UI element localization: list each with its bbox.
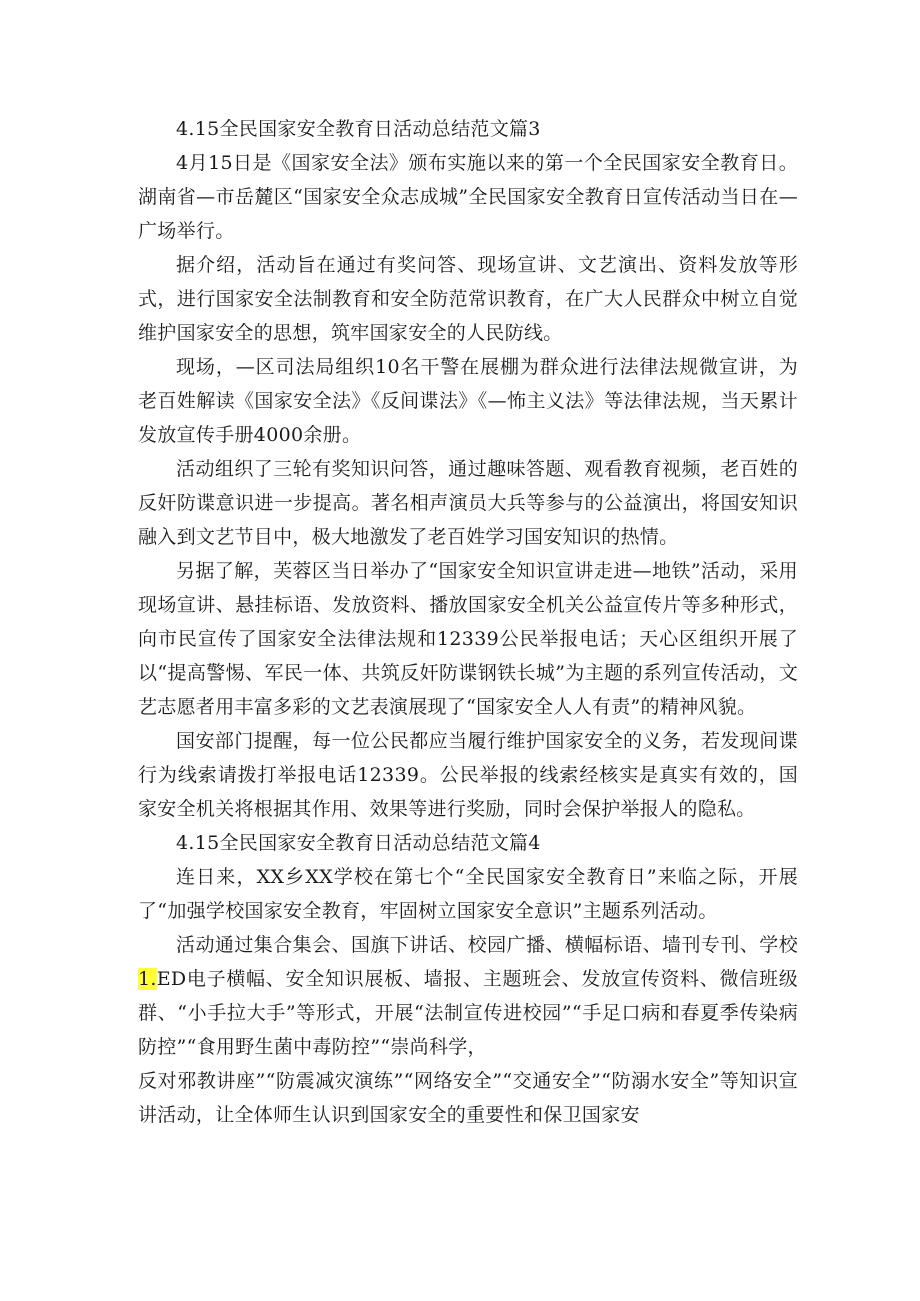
section-heading: 4.15全民国家安全教育日活动总结范文篇3	[176, 118, 541, 140]
paragraph: 活动组织了三轮有奖知识问答，通过趣味答题、观看教育视频，老百姓的反奸防谍意识进一步提高。著名相声演员大兵等参与的公益演出，将国安知识融入到文艺节目中，极大地激发了老百姓学习国安知识的热情。	[138, 458, 798, 548]
paragraph: 另据了解，芙蓉区当日举办了“国家安全知识宣讲走进—地铁”活动，采用现场宣讲、悬挂标语、发放资料、播放国家安全机关公益宣传片等多种形式，向市民宣传了国家安全法律法规和12339公民举报电话；天心区组织开展了以“提高警惕、军民一体、共筑反奸防谍钢铁长城”为主题的系列宣传活动，文艺志愿者用丰富多彩的文艺表演展现了“国家安全人人有责”的精神风貌。	[138, 560, 798, 718]
paragraph-text: ED电子横幅、安全知识展板、墙报、主题班会、发放宣传资料、微信班级群、“小手拉大手”等形式，开展“法制宣传进校园”“手足口病和春夏季传染病防控”“食用野生菌中毒防控”“崇尚科学，	[138, 968, 798, 1058]
paragraph: 连日来，XX乡XX学校在第七个“全民国家安全教育日”来临之际，开展了“加强学校国家安全教育，牢固树立国家安全意识”主题系列活动。	[138, 866, 798, 922]
document-body	[138, 112, 798, 1132]
paragraph-text: 活动通过集合集会、国旗下讲话、校园广播、横幅标语、墙刊专刊、学校	[176, 934, 798, 956]
section-heading: 4.15全民国家安全教育日活动总结范文篇4	[176, 832, 541, 854]
paragraph-with-highlight	[138, 928, 798, 1064]
paragraph: 现场，—区司法局组织10名干警在展棚为群众进行法律法规微宣讲，为老百姓解读《国家安全法》《反间谍法》《—怖主义法》等法律法规，当天累计发放宣传手册4000余册。	[138, 356, 798, 446]
paragraph-continuation: 反对邪教讲座”“防震减灾演练”“网络安全”“交通安全”“防溺水安全”等知识宣讲活动，让全体师生认识到国家安全的重要性和保卫国家安	[138, 1070, 798, 1126]
paragraph: 据介绍，活动旨在通过有奖问答、现场宣讲、文艺演出、资料发放等形式，进行国家安全法制教育和安全防范常识教育，在广大人民群众中树立自觉维护国家安全的思想，筑牢国家安全的人民防线。	[138, 254, 798, 344]
highlighted-text: 1.	[138, 968, 157, 990]
paragraph: 4月15日是《国家安全法》颁布实施以来的第一个全民国家安全教育日。湖南省—市岳麓区“国家安全众志成城”全民国家安全教育日宣传活动当日在—广场举行。	[138, 152, 798, 242]
paragraph: 国安部门提醒，每一位公民都应当履行维护国家安全的义务，若发现间谍行为线索请拨打举报电话12339。公民举报的线索经核实是真实有效的，国家安全机关将根据其作用、效果等进行奖励，同时会保护举报人的隐私。	[138, 730, 798, 820]
